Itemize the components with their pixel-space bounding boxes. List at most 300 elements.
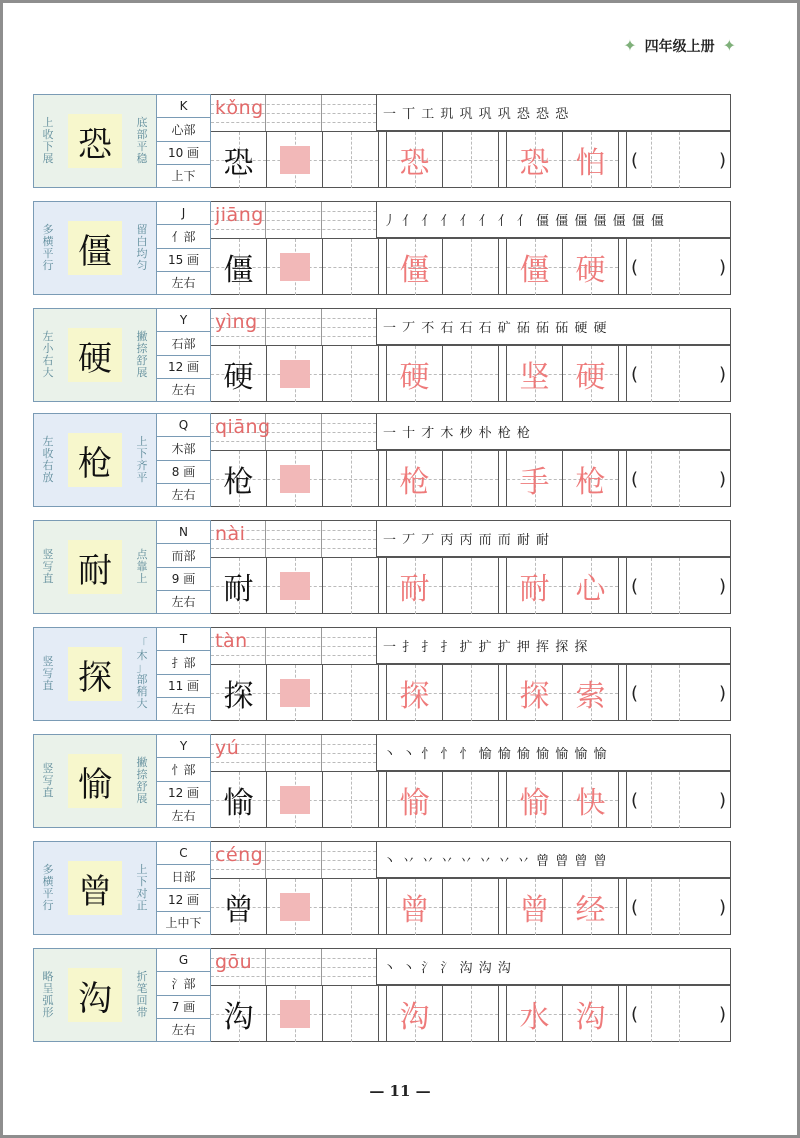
answer-paren[interactable] xyxy=(627,879,730,935)
radical: 心部 xyxy=(157,118,210,141)
tip-char: 右 xyxy=(42,459,54,472)
word-cell[interactable] xyxy=(563,239,619,295)
paren-open: ( xyxy=(631,575,639,597)
pinyin-lines xyxy=(211,202,377,238)
trace-cell[interactable] xyxy=(387,558,443,614)
model-char-box xyxy=(62,949,128,1041)
char-row xyxy=(33,734,731,828)
tip-char: 折 xyxy=(136,970,148,983)
tip-char: 弧 xyxy=(42,994,54,1007)
char-row xyxy=(33,201,731,295)
tip-char: 竖 xyxy=(42,762,54,775)
trace-cell[interactable] xyxy=(267,132,323,188)
tip-char: 直 xyxy=(42,679,54,692)
paren-close: ) xyxy=(718,363,726,385)
structure: 左右 xyxy=(171,383,196,398)
writing-tip-right xyxy=(128,309,156,401)
trace-cell[interactable] xyxy=(387,879,443,935)
answer-paren[interactable] xyxy=(627,772,730,828)
paren-close: ) xyxy=(718,256,726,278)
tip-char: 带 xyxy=(136,1006,148,1019)
trace-cell[interactable] xyxy=(387,772,443,828)
pinyin: qiāng xyxy=(215,416,271,438)
model-char-box xyxy=(62,202,128,294)
trace-cell[interactable] xyxy=(267,451,323,507)
initial-letter: C xyxy=(157,842,210,865)
stroke-order: 一 丅 工 玑 巩 巩 巩 恐 恐 恐 xyxy=(377,95,730,131)
stroke-count: 9 画 xyxy=(157,568,210,591)
tip-char: 形 xyxy=(42,1006,54,1019)
writing-tip-right xyxy=(128,735,156,827)
tip-char: 齐 xyxy=(136,459,148,472)
tip-char: 点 xyxy=(136,548,148,561)
star-right-icon: ✦ xyxy=(722,36,736,55)
trace-cell[interactable] xyxy=(267,346,323,402)
initial-letter: T xyxy=(157,628,210,651)
writing-area xyxy=(211,948,731,1042)
pinyin: jiāng xyxy=(215,204,264,226)
tian-grid xyxy=(211,878,730,934)
initial-letter: G xyxy=(157,949,210,972)
word-char-2: 硬 xyxy=(575,253,606,288)
model-char-box xyxy=(62,521,128,613)
tip-char: 左 xyxy=(42,435,54,448)
trace-cell[interactable] xyxy=(387,665,443,721)
writing-area xyxy=(211,308,731,402)
pinyin: yìng xyxy=(215,311,258,333)
model-char: 耐 xyxy=(68,540,122,594)
tip-char: 撇 xyxy=(136,756,148,769)
initial-letter: Y xyxy=(157,309,210,332)
blank-cell[interactable] xyxy=(323,346,379,402)
tip-char: 小 xyxy=(42,342,54,355)
word-char-2: 怕 xyxy=(575,146,606,181)
radical: 日部 xyxy=(157,865,210,888)
trace-cell[interactable] xyxy=(267,558,323,614)
blank-cell[interactable] xyxy=(443,879,499,935)
tip-char: 大 xyxy=(42,366,54,379)
trace-cell[interactable] xyxy=(267,239,323,295)
writing-tip-left xyxy=(34,949,62,1041)
word-cell[interactable] xyxy=(507,772,563,828)
stroke-count: 12 画 xyxy=(157,356,210,379)
word-cell[interactable] xyxy=(563,986,619,1042)
model-char: 僵 xyxy=(68,221,122,275)
word-char-2: 经 xyxy=(575,893,606,928)
tip-char: 部 xyxy=(136,128,148,141)
pink-char: 枪 xyxy=(399,465,430,500)
pinyin-lines xyxy=(211,949,377,985)
word-cell[interactable] xyxy=(507,346,563,402)
word-char-1: 手 xyxy=(519,465,550,500)
tip-char: 右 xyxy=(42,354,54,367)
tip-char: 呈 xyxy=(42,982,54,995)
char-info xyxy=(157,308,211,402)
stroke-order: 丿 亻 亻 亻 亻 亻 亻 亻 僵 僵 僵 僵 僵 僵 僵 xyxy=(377,202,730,238)
tip-char: 行 xyxy=(42,899,54,912)
model-char: 硬 xyxy=(68,328,122,382)
tip-char: 平 xyxy=(42,247,54,260)
answer-paren[interactable] xyxy=(627,665,730,721)
word-char-1: 曾 xyxy=(519,893,550,928)
grid-cell xyxy=(211,986,267,1042)
model-char: 恐 xyxy=(68,114,122,168)
pinyin: céng xyxy=(215,844,264,866)
tip-char: 舒 xyxy=(136,354,148,367)
tip-char: 捺 xyxy=(136,342,148,355)
blank-cell[interactable] xyxy=(323,665,379,721)
blank-cell[interactable] xyxy=(443,665,499,721)
structure: 上中下 xyxy=(165,916,202,931)
writing-tip-right xyxy=(128,521,156,613)
black-char: 愉 xyxy=(223,786,254,821)
page-number: — 11 — xyxy=(369,1082,431,1100)
tip-char: 靠 xyxy=(136,560,148,573)
tip-char: 收 xyxy=(42,128,54,141)
model-char-box xyxy=(62,628,128,720)
initial-letter: N xyxy=(157,521,210,544)
tian-grid xyxy=(211,557,730,613)
tip-char: 舒 xyxy=(136,780,148,793)
tip-char: 」 xyxy=(136,661,148,674)
word-cell[interactable] xyxy=(507,132,563,188)
black-char: 僵 xyxy=(223,253,254,288)
trace-cell[interactable] xyxy=(387,132,443,188)
pink-char: 恐 xyxy=(399,146,430,181)
initial-letter: Q xyxy=(157,414,210,437)
grid-cell xyxy=(211,451,267,507)
radical: 扌部 xyxy=(157,651,210,674)
grid-cell xyxy=(211,239,267,295)
tip-char: 底 xyxy=(136,116,148,129)
writing-tip-right xyxy=(128,202,156,294)
paren-open: ( xyxy=(631,149,639,171)
word-cell[interactable] xyxy=(507,665,563,721)
tip-char: 捺 xyxy=(136,768,148,781)
pinyin-lines xyxy=(211,521,377,557)
tip-char: 展 xyxy=(136,366,148,379)
word-char-1: 耐 xyxy=(519,572,550,607)
word-cell[interactable] xyxy=(507,879,563,935)
char-row xyxy=(33,948,731,1042)
word-cell[interactable] xyxy=(507,451,563,507)
word-cell[interactable] xyxy=(507,239,563,295)
tip-char: 多 xyxy=(42,863,54,876)
tip-char: 匀 xyxy=(136,259,148,272)
stroke-order: 丶 丶 忄 忄 忄 愉 愉 愉 愉 愉 愉 愉 xyxy=(377,735,730,771)
tian-grid xyxy=(211,450,730,506)
trace-cell[interactable] xyxy=(387,239,443,295)
structure: 上下 xyxy=(171,169,196,184)
writing-tip-left xyxy=(34,521,62,613)
char-row xyxy=(33,627,731,721)
blank-cell[interactable] xyxy=(323,879,379,935)
model-char-box xyxy=(62,95,128,187)
blank-cell[interactable] xyxy=(323,772,379,828)
black-char: 探 xyxy=(223,679,254,714)
model-char-box xyxy=(62,842,128,934)
pink-char: 沟 xyxy=(399,1000,430,1035)
word-char-2: 索 xyxy=(575,679,606,714)
char-panel xyxy=(33,413,157,507)
tip-char: 「 xyxy=(136,637,148,650)
pink-char: 曾 xyxy=(399,893,430,928)
stroke-order: 一 十 才 木 杪 朴 枪 枪 xyxy=(377,414,730,450)
initial-letter: Y xyxy=(157,735,210,758)
trace-cell[interactable] xyxy=(387,451,443,507)
tip-char: 平 xyxy=(42,887,54,900)
char-info xyxy=(157,627,211,721)
structure: 左右 xyxy=(171,595,196,610)
writing-tip-right xyxy=(128,95,156,187)
word-char-1: 僵 xyxy=(519,253,550,288)
model-char: 曾 xyxy=(68,861,122,915)
trace-block xyxy=(280,253,310,281)
word-char-2: 枪 xyxy=(575,465,606,500)
tip-char: 展 xyxy=(42,152,54,165)
writing-tip-right xyxy=(128,842,156,934)
word-char-2: 快 xyxy=(575,786,606,821)
tip-char: 白 xyxy=(136,235,148,248)
char-info xyxy=(157,520,211,614)
grid-cell xyxy=(211,132,267,188)
tip-char: 写 xyxy=(42,774,54,787)
tip-char: 回 xyxy=(136,994,148,1007)
word-cell[interactable] xyxy=(507,986,563,1042)
pinyin: tàn xyxy=(215,630,248,652)
blank-cell[interactable] xyxy=(323,239,379,295)
tip-char: 大 xyxy=(136,697,148,710)
structure: 左右 xyxy=(171,488,196,503)
char-row xyxy=(33,308,731,402)
pinyin-lines xyxy=(211,95,377,131)
char-info xyxy=(157,413,211,507)
trace-block xyxy=(280,893,310,921)
pinyin: gōu xyxy=(215,951,253,973)
tip-char: 撇 xyxy=(136,330,148,343)
paren-open: ( xyxy=(631,682,639,704)
blank-cell[interactable] xyxy=(443,451,499,507)
tip-char: 横 xyxy=(42,235,54,248)
char-info xyxy=(157,948,211,1042)
char-row xyxy=(33,94,731,188)
paren-close: ) xyxy=(718,149,726,171)
tip-char: 左 xyxy=(42,330,54,343)
blank-cell[interactable] xyxy=(323,132,379,188)
tip-char: 竖 xyxy=(42,655,54,668)
grid-cell xyxy=(211,558,267,614)
trace-cell[interactable] xyxy=(267,665,323,721)
tip-char: 略 xyxy=(42,970,54,983)
blank-cell[interactable] xyxy=(443,346,499,402)
tip-char: 上 xyxy=(136,863,148,876)
blank-cell[interactable] xyxy=(323,558,379,614)
writing-tip-left xyxy=(34,95,62,187)
word-cell[interactable] xyxy=(507,558,563,614)
writing-area xyxy=(211,841,731,935)
blank-cell[interactable] xyxy=(443,239,499,295)
trace-cell[interactable] xyxy=(267,879,323,935)
tip-char: 平 xyxy=(136,140,148,153)
writing-area xyxy=(211,734,731,828)
trace-block xyxy=(280,360,310,388)
tip-char: 下 xyxy=(42,140,54,153)
writing-tip-left xyxy=(34,628,62,720)
trace-cell[interactable] xyxy=(267,986,323,1042)
pink-char: 僵 xyxy=(399,253,430,288)
tian-grid xyxy=(211,985,730,1041)
pinyin-lines xyxy=(211,842,377,878)
tip-char: 展 xyxy=(136,792,148,805)
answer-paren[interactable] xyxy=(627,346,730,402)
blank-cell[interactable] xyxy=(323,451,379,507)
word-char-1: 探 xyxy=(519,679,550,714)
blank-cell[interactable] xyxy=(443,772,499,828)
stroke-order: 丶 丷 丷 丷 丷 丷 丷 丷 曾 曾 曾 曾 xyxy=(377,842,730,878)
pink-char: 探 xyxy=(399,679,430,714)
char-row xyxy=(33,841,731,935)
initial-letter: K xyxy=(157,95,210,118)
trace-cell[interactable] xyxy=(387,986,443,1042)
model-char: 沟 xyxy=(68,968,122,1022)
pinyin: yú xyxy=(215,737,240,759)
tip-char: 写 xyxy=(42,560,54,573)
tip-char: 平 xyxy=(136,471,148,484)
pinyin-lines xyxy=(211,735,377,771)
word-cell[interactable] xyxy=(563,772,619,828)
model-char-box xyxy=(62,735,128,827)
word-cell[interactable] xyxy=(563,451,619,507)
grade-title: 四年级上册 xyxy=(644,39,715,55)
char-info xyxy=(157,201,211,295)
pinyin-lines xyxy=(211,309,377,345)
blank-cell[interactable] xyxy=(443,986,499,1042)
black-char: 耐 xyxy=(223,572,254,607)
tip-char: 上 xyxy=(42,116,54,129)
pinyin: nài xyxy=(215,523,246,545)
paren-close: ) xyxy=(718,575,726,597)
tian-grid xyxy=(211,771,730,827)
word-char-1: 坚 xyxy=(519,360,550,395)
word-cell[interactable] xyxy=(563,346,619,402)
paren-close: ) xyxy=(718,789,726,811)
trace-block xyxy=(280,786,310,814)
trace-cell[interactable] xyxy=(267,772,323,828)
tian-grid xyxy=(211,345,730,401)
answer-paren[interactable] xyxy=(627,558,730,614)
pinyin: kǒng xyxy=(215,97,264,119)
grid-cell xyxy=(211,772,267,828)
answer-paren[interactable] xyxy=(627,451,730,507)
tip-char: 下 xyxy=(136,875,148,888)
trace-cell[interactable] xyxy=(387,346,443,402)
word-char-1: 水 xyxy=(519,1000,550,1035)
radical: 忄部 xyxy=(157,758,210,781)
word-cell[interactable] xyxy=(563,879,619,935)
trace-block xyxy=(280,1000,310,1028)
radical: 石部 xyxy=(157,332,210,355)
tip-char: 上 xyxy=(136,572,148,585)
writing-tip-left xyxy=(34,842,62,934)
tip-char: 竖 xyxy=(42,548,54,561)
initial-letter: J xyxy=(157,202,210,225)
trace-block xyxy=(280,465,310,493)
tip-char: 笔 xyxy=(136,982,148,995)
tip-char: 上 xyxy=(136,435,148,448)
char-panel xyxy=(33,948,157,1042)
paren-open: ( xyxy=(631,468,639,490)
paren-open: ( xyxy=(631,896,639,918)
paren-close: ) xyxy=(718,468,726,490)
char-info xyxy=(157,734,211,828)
writing-tip-left xyxy=(34,309,62,401)
char-panel xyxy=(33,94,157,188)
writing-tip-right xyxy=(128,628,156,720)
tip-char: 写 xyxy=(42,667,54,680)
structure: 左右 xyxy=(171,809,196,824)
writing-area xyxy=(211,627,731,721)
blank-cell[interactable] xyxy=(443,132,499,188)
pinyin-lines xyxy=(211,414,377,450)
tian-grid xyxy=(211,664,730,720)
model-char-box xyxy=(62,414,128,506)
word-char-2: 硬 xyxy=(575,360,606,395)
pink-char: 愉 xyxy=(399,786,430,821)
writing-tip-left xyxy=(34,735,62,827)
stroke-count: 12 画 xyxy=(157,889,210,912)
char-panel xyxy=(33,734,157,828)
paren-open: ( xyxy=(631,256,639,278)
stroke-count: 15 画 xyxy=(157,249,210,272)
word-cell[interactable] xyxy=(563,558,619,614)
word-char-1: 恐 xyxy=(519,146,550,181)
radical: 氵部 xyxy=(157,972,210,995)
model-char: 探 xyxy=(68,647,122,701)
stroke-order: 一 丆 不 石 石 石 矿 砳 砳 砳 硬 硬 xyxy=(377,309,730,345)
structure: 左右 xyxy=(171,276,196,291)
black-char: 枪 xyxy=(223,465,254,500)
tian-grid xyxy=(211,238,730,294)
answer-paren[interactable] xyxy=(627,986,730,1042)
paren-open: ( xyxy=(631,363,639,385)
paren-close: ) xyxy=(718,682,726,704)
word-cell[interactable] xyxy=(563,665,619,721)
writing-tip-left xyxy=(34,414,62,506)
word-cell[interactable] xyxy=(563,132,619,188)
trace-block xyxy=(280,572,310,600)
char-panel xyxy=(33,520,157,614)
writing-area xyxy=(211,201,731,295)
char-row xyxy=(33,520,731,614)
black-char: 恐 xyxy=(223,146,254,181)
tip-char: 下 xyxy=(136,447,148,460)
tip-char: 均 xyxy=(136,247,148,260)
answer-paren[interactable] xyxy=(627,239,730,295)
char-row xyxy=(33,413,731,507)
trace-block xyxy=(280,146,310,174)
stroke-count: 10 画 xyxy=(157,142,210,165)
model-char-box xyxy=(62,309,128,401)
paren-close: ) xyxy=(718,1003,726,1025)
tip-char: 横 xyxy=(42,875,54,888)
tip-char: 留 xyxy=(136,223,148,236)
char-panel xyxy=(33,841,157,935)
answer-paren[interactable] xyxy=(627,132,730,188)
blank-cell[interactable] xyxy=(443,558,499,614)
writing-tip-left xyxy=(34,202,62,294)
writing-tip-right xyxy=(128,414,156,506)
blank-cell[interactable] xyxy=(323,986,379,1042)
